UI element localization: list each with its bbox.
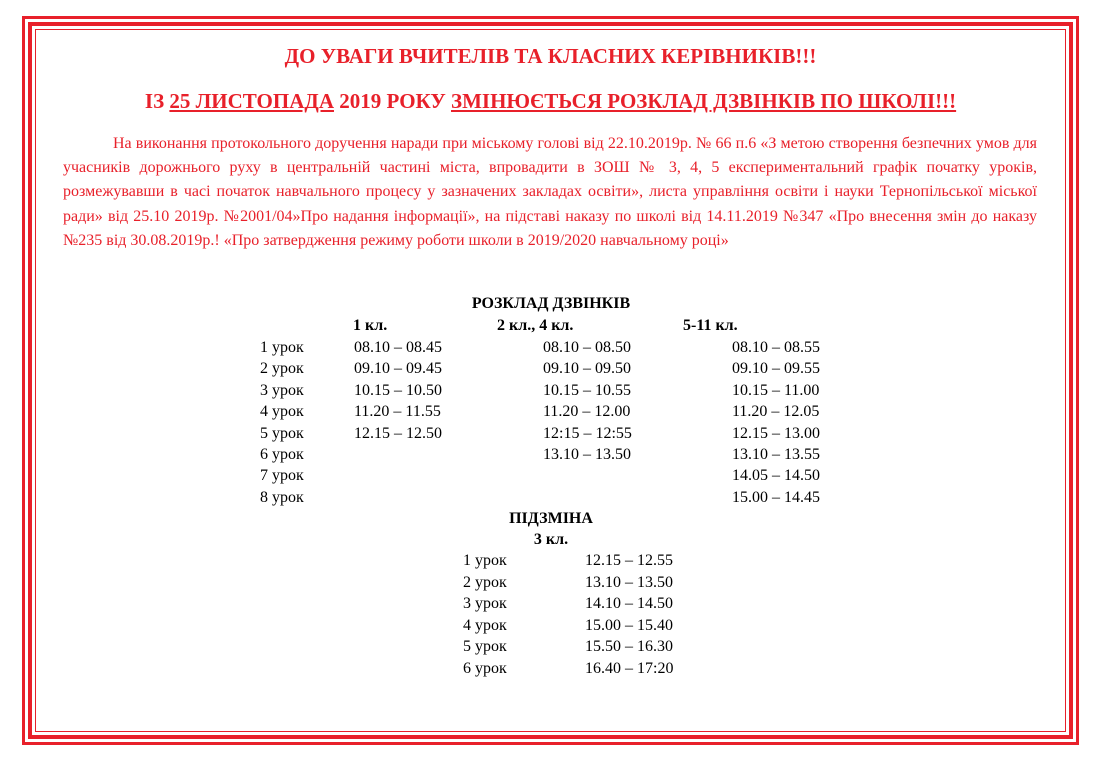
schedule-row-5-time-grades-5-11: 12.15 – 13.00 — [732, 424, 820, 442]
schedule-row-3-time-grades-5-11: 10.15 – 11.00 — [732, 381, 820, 399]
subtitle-date: 25 ЛИСТОПАДА — [169, 89, 334, 113]
column-header-grades-5-11: 5-11 кл. — [683, 317, 738, 334]
schedule-row-4-time-grades-5-11: 11.20 – 12.05 — [732, 403, 820, 421]
schedule-row-8-time-grades-5-11: 15.00 – 14.45 — [732, 488, 820, 506]
second-shift-row-1-time: 12.15 – 12.55 — [585, 552, 673, 569]
schedule-row-2-lesson-label: 2 урок — [260, 360, 304, 378]
schedule-row-6-lesson-label: 6 урок — [260, 446, 304, 463]
subtitle-change-notice: ЗМІНЮЄТЬСЯ РОЗКЛАД ДЗВІНКІВ ПО ШКОЛІ!!! — [451, 89, 957, 113]
column-header-grade-1: 1 кл. — [353, 317, 388, 334]
second-shift-row-5-time: 15.50 – 16.30 — [585, 638, 673, 656]
schedule-row-4-time-grade-1: 11.20 – 11.55 — [354, 403, 441, 421]
schedule-row-7-lesson-label: 7 урок — [260, 467, 304, 485]
schedule-row-1-time-grades-5-11: 08.10 – 08.55 — [732, 339, 820, 356]
second-shift-row-3-lesson-label: 3 урок — [463, 595, 507, 613]
second-shift-row-4-time: 15.00 – 15.40 — [585, 616, 673, 634]
notice-subtitle — [0, 89, 1101, 114]
schedule-row-8-lesson-label: 8 урок — [260, 488, 304, 506]
schedule-row-4-lesson-label: 4 урок — [260, 403, 304, 421]
schedule-row-3-time-grades-2-4: 10.15 – 10.55 — [543, 381, 631, 399]
schedule-row-3-time-grade-1: 10.15 – 10.50 — [354, 381, 442, 399]
notice-paragraph: На виконання протокольного доручення наради при міському голові від 22.10.2019р. № 66 п.6 «З метою створення безпечних умов для учасників дорожнього руху в центральній частині міста, впровадити в ЗОШ № 3, 4, 5 експериментальний графік початку уроків, розмежувавши в часі початок навчального процесу у зазначених закладах освіти», листа управління освіти і науки Тернопільської міської ради» від 25.10 2019р. №2001/04»Про надання інформації», на підставі наказу по школі від 14.11.2019 №347 «Про внесення змін до наказу №235 від 30.08.2019р.! «Про затвердження режиму роботи школи в 2019/2020 навчальному році» — [63, 135, 1037, 249]
schedule-row-4-time-grades-2-4: 11.20 – 12.00 — [543, 403, 631, 421]
notice-title: ДО УВАГИ ВЧИТЕЛІВ ТА КЛАСНИХ КЕРІВНИКІВ!!! — [284, 44, 817, 68]
second-shift-row-2-time: 13.10 – 13.50 — [585, 573, 673, 591]
schedule-row-5-time-grade-1: 12.15 – 12.50 — [354, 424, 442, 442]
schedule-row-6-time-grades-2-4: 13.10 – 13.50 — [543, 446, 631, 463]
second-shift-row-3-time: 14.10 – 14.50 — [585, 595, 673, 613]
second-shift-class-label: 3 кл. — [533, 531, 569, 548]
schedule-row-2-time-grades-5-11: 09.10 – 09.55 — [732, 360, 820, 378]
schedule-row-5-time-grades-2-4: 12:15 – 12:55 — [543, 424, 632, 442]
subtitle-prefix: ІЗ — [144, 89, 170, 113]
schedule-row-1-time-grades-2-4: 08.10 – 08.50 — [543, 339, 631, 356]
second-shift-row-5-lesson-label: 5 урок — [463, 638, 507, 656]
schedule-row-5-lesson-label: 5 урок — [260, 424, 304, 442]
schedule-title: РОЗКЛАД ДЗВІНКІВ — [471, 295, 631, 312]
second-shift-row-2-lesson-label: 2 урок — [463, 573, 507, 591]
schedule-row-1-time-grade-1: 08.10 – 08.45 — [354, 339, 442, 356]
schedule-row-1-lesson-label: 1 урок — [260, 339, 304, 356]
second-shift-row-6-time: 16.40 – 17:20 — [585, 660, 674, 677]
schedule-row-2-time-grades-2-4: 09.10 – 09.50 — [543, 360, 631, 378]
second-shift-title: ПІДЗМІНА — [509, 510, 593, 527]
subtitle-year: 2019 РОКУ — [333, 89, 451, 113]
schedule-row-2-time-grade-1: 09.10 – 09.45 — [354, 360, 442, 378]
second-shift-row-1-lesson-label: 1 урок — [463, 552, 507, 569]
schedule-row-6-time-grades-5-11: 13.10 – 13.55 — [732, 446, 820, 463]
second-shift-row-4-lesson-label: 4 урок — [463, 616, 507, 634]
column-header-grades-2-4: 2 кл., 4 кл. — [497, 317, 574, 334]
schedule-row-3-lesson-label: 3 урок — [260, 381, 304, 399]
second-shift-row-6-lesson-label: 6 урок — [463, 660, 507, 677]
schedule-row-7-time-grades-5-11: 14.05 – 14.50 — [732, 467, 820, 485]
